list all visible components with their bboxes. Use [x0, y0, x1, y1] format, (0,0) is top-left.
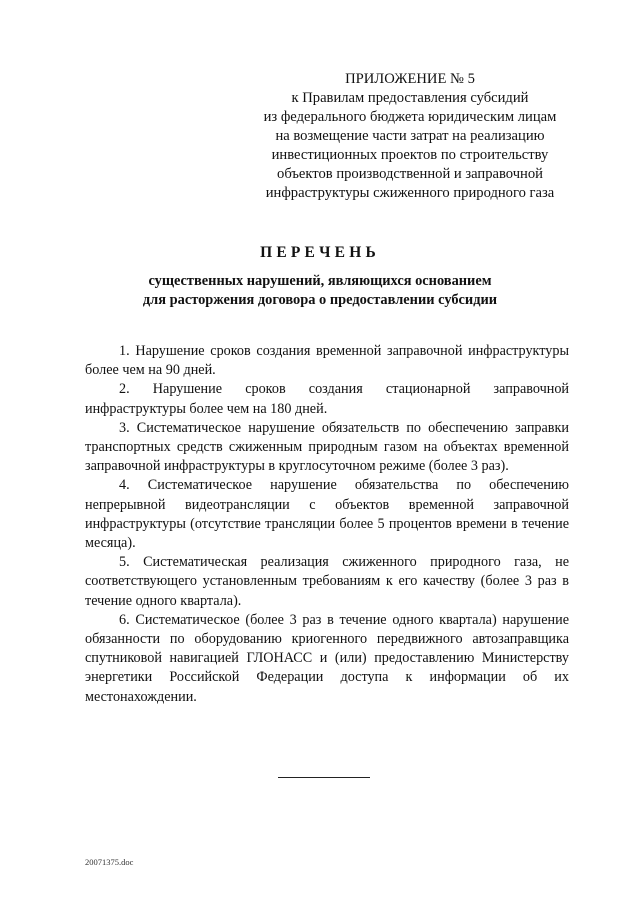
file-name-footer: 20071375.doc: [85, 857, 134, 867]
appendix-line: к Правилам предоставления субсидий: [291, 90, 529, 106]
appendix-line: ПРИЛОЖЕНИЕ № 5: [345, 71, 475, 87]
list-item: 5. Систематическая реализация сжиженного природного газа, не соответствующего установленным требованиям к его качеству (более 3 раз в течение одного квартала).: [85, 554, 569, 609]
document-title: ПЕРЕЧЕНЬ: [260, 244, 380, 261]
list-item: 6. Систематическое (более 3 раз в течение одного квартала) нарушение обязанности по оборудованию криогенного передвижного автозаправщика спутниковой навигацией ГЛОНАСС и (или) предоставлению Министерству энергетики Российской Федерации доступа к информации об их местонахождении.: [85, 611, 569, 705]
subtitle-line: для расторжения договора о предоставлении субсидии: [142, 292, 498, 308]
list-item: 4. Систематическое нарушение обязательства по обеспечению непрерывной видеотрансляции с объектов временной заправочной инфраструктуры (отсутствие трансляции более 5 процентов времени в течение месяца).: [85, 477, 569, 552]
subtitle-line: существенных нарушений, являющихся основанием: [148, 273, 492, 289]
appendix-header: [240, 70, 580, 203]
appendix-line: на возмещение части затрат на реализацию: [275, 128, 545, 144]
appendix-line: из федерального бюджета юридическим лицам: [263, 109, 557, 125]
end-separator-line: [278, 777, 370, 778]
appendix-line: инфраструктуры сжиженного природного газа: [265, 185, 555, 201]
list-item: 2. Нарушение сроков создания стационарной заправочной инфраструктуры более чем на 180 дней.: [85, 381, 569, 417]
list-item: 3. Систематическое нарушение обязательств по обеспечению заправки транспортных средств сжиженным природным газом на объектах временной заправочной инфраструктуры в круглосуточном режиме (более 3 раз).: [85, 419, 569, 475]
document-subtitle: [0, 272, 640, 310]
violations-list: [85, 342, 569, 707]
appendix-line: инвестиционных проектов по строительству: [271, 147, 549, 163]
list-item: 1. Нарушение сроков создания временной заправочной инфраструктуры более чем на 90 дней.: [85, 343, 569, 379]
appendix-line: объектов производственной и заправочной: [277, 166, 543, 182]
